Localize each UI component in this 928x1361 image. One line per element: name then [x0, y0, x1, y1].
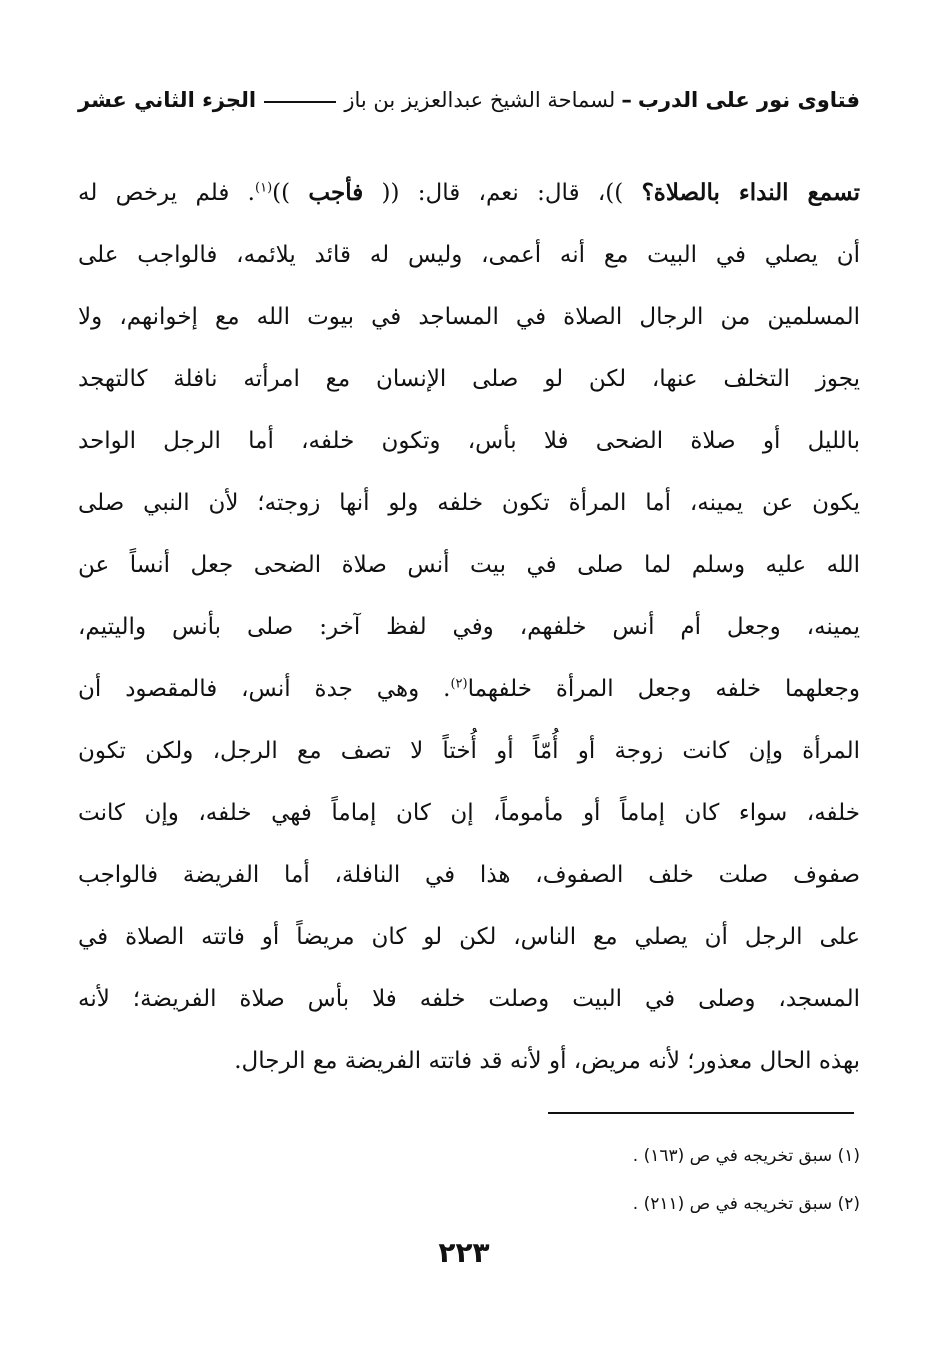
- footnote-1: (١) سبق تخريجه في ص (١٦٣) .: [632, 1146, 860, 1166]
- footnote-2: (٢) سبق تخريجه في ص (٢١١) .: [632, 1194, 860, 1214]
- body-line-11: خلفه، سواء كان إماماً أو مأموماً، إن كان إماماً فهي خلفه، وإن كانت: [78, 800, 860, 826]
- body-line-10: المرأة وإن كانت زوجة أو أُمّاً أو أُختاً لا تصف مع الرجل، ولكن تكون: [78, 738, 860, 764]
- body-paragraph: [78, 162, 860, 1092]
- footnote-ref-2[interactable]: (٢): [450, 676, 468, 692]
- footnotes: [78, 1132, 860, 1228]
- footnote-ref-1[interactable]: (١): [255, 180, 273, 196]
- quote-close: )): [272, 180, 309, 206]
- quote-bold-text: تسمع النداء بالصلاة؟: [641, 179, 860, 206]
- body-line-14: المسجد، وصلى في البيت وصلت خلفه فلا بأس صلاة الفريضة؛ لأنه: [78, 986, 860, 1012]
- header-dash: –: [621, 88, 632, 112]
- quote-mid-text: ))، قال: نعم، قال: ((: [363, 180, 642, 206]
- body-line-15: بهذه الحال معذور؛ لأنه مريض، أو لأنه قد فاتته الفريضة مع الرجال.: [234, 1048, 860, 1074]
- body-line-1: [78, 162, 860, 224]
- quote-bold-answer: فأجب: [308, 179, 364, 206]
- author-name: لسماحة الشيخ عبدالعزيز بن باز: [344, 88, 616, 112]
- body-line-12: صفوف صلت خلف الصفوف، هذا في النافلة، أما الفريضة فالواجب: [78, 862, 860, 888]
- body-line-5: بالليل أو صلاة الضحى فلا بأس، وتكون خلفه، أما الرجل الواحد: [78, 428, 860, 454]
- line9-end-text: . وهي جدة أنس، فالمقصود أن: [78, 676, 451, 702]
- body-line-3: المسلمين من الرجال الصلاة في المساجد في بيوت الله مع إخوانهم، ولا: [78, 304, 860, 330]
- body-line-2: أن يصلي في البيت مع أنه أعمى، وليس له قائد يلائمه، فالواجب على: [78, 242, 860, 268]
- body-line-13: على الرجل أن يصلي مع الناس، لكن لو كان مريضاً أو فاتته الصلاة في: [78, 924, 860, 950]
- running-header: [78, 80, 860, 120]
- body-line-8: يمينه، وجعل أم أنس خلفهم، وفي لفظ آخر: صلى بأنس واليتيم،: [78, 614, 860, 640]
- line1-end-text: . فلم يرخص له: [78, 180, 255, 206]
- line9-start-text: وجعلهما خلفه وجعل المرأة خلفهما: [467, 676, 860, 702]
- body-line-9: [78, 658, 860, 720]
- book-title: فتاوى نور على الدرب: [637, 88, 860, 112]
- header-rule: [264, 101, 336, 103]
- body-line-7: الله عليه وسلم لما صلى في بيت أنس صلاة الضحى جعل أنساً عن: [78, 552, 860, 578]
- page-number: ٢٢٣: [438, 1236, 490, 1269]
- part-label: الجزء الثاني عشر: [78, 88, 257, 112]
- body-line-6: يكون عن يمينه، أما المرأة تكون خلفه ولو أنها زوجته؛ لأن النبي صلى: [78, 490, 860, 516]
- body-line-4: يجوز التخلف عنها، لكن لو صلى الإنسان مع امرأته نافلة كالتهجد: [78, 366, 860, 392]
- footnote-separator: [548, 1112, 854, 1114]
